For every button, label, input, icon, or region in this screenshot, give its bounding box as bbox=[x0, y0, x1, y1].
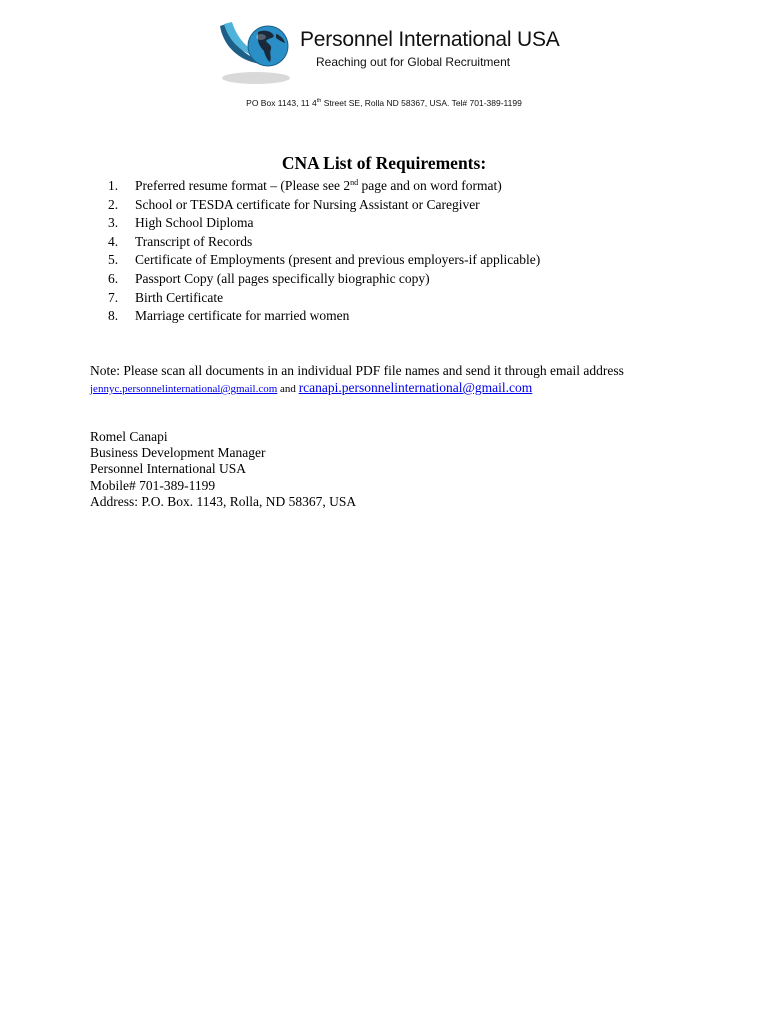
list-item-text: Passport Copy (all pages specifically biographic copy) bbox=[135, 270, 430, 286]
note-text: Note: Please scan all documents in an individual PDF file names and send it through email address bbox=[90, 363, 624, 378]
requirements-list bbox=[108, 177, 540, 326]
list-item-superscript: nd bbox=[350, 178, 359, 187]
company-tagline: Reaching out for Global Recruitment bbox=[316, 55, 511, 69]
list-item bbox=[108, 214, 540, 233]
list-item-number: 3. bbox=[108, 215, 119, 231]
list-item bbox=[108, 233, 540, 252]
address-prefix: PO Box 1143, 11 4 bbox=[246, 98, 317, 108]
address-superscript: th bbox=[316, 98, 322, 105]
list-item-text: Birth Certificate bbox=[135, 289, 224, 305]
letterhead-address bbox=[0, 98, 768, 108]
globe-swoosh-logo-icon bbox=[216, 20, 298, 86]
signature-address: Address: P.O. Box. 1143, Rolla, ND 58367, USA bbox=[90, 493, 357, 509]
list-item bbox=[108, 289, 540, 308]
letterhead bbox=[0, 0, 768, 120]
address-suffix: Street SE, Rolla ND 58367, USA. Tel# 701-389-1199 bbox=[321, 98, 522, 108]
list-item-number: 5. bbox=[108, 252, 119, 268]
signature-name: Romel Canapi bbox=[90, 429, 168, 444]
list-item-text: High School Diploma bbox=[135, 215, 254, 231]
signature-company: Personnel International USA bbox=[90, 461, 246, 477]
list-item-text: Transcript of Records bbox=[135, 233, 253, 249]
email-link-jennyc[interactable]: jennyc.personnelinternational@gmail.com bbox=[90, 383, 278, 395]
list-item-number: 8. bbox=[108, 308, 119, 324]
list-item-text: Preferred resume format – (Please see 2 bbox=[135, 178, 351, 193]
list-item-text-after: page and on word format) bbox=[358, 178, 502, 193]
list-item-text: School or TESDA certificate for Nursing Assistant or Caregiver bbox=[135, 196, 480, 212]
list-item-number: 7. bbox=[108, 289, 119, 305]
signature-mobile: Mobile# 701-389-1199 bbox=[90, 477, 216, 493]
list-item-text: Certificate of Employments (present and previous employers-if applicable) bbox=[135, 252, 541, 268]
page-title: CNA List of Requirements: bbox=[281, 153, 487, 173]
list-item-number: 6. bbox=[108, 270, 119, 286]
company-name: Personnel International USA bbox=[300, 28, 560, 51]
list-item bbox=[108, 177, 540, 196]
list-item bbox=[108, 307, 540, 326]
signature-block bbox=[90, 429, 356, 510]
list-item-text: Marriage certificate for married women bbox=[135, 308, 350, 324]
list-item-number: 4. bbox=[108, 233, 119, 249]
signature-position: Business Development Manager bbox=[90, 445, 266, 461]
list-item bbox=[108, 270, 540, 289]
list-item bbox=[108, 196, 540, 215]
email-link-rcanapi[interactable]: rcanapi.personnelinternational@gmail.com bbox=[298, 380, 533, 395]
email-line bbox=[90, 380, 532, 396]
list-item-number: 2. bbox=[108, 196, 119, 212]
list-item-number: 1. bbox=[108, 178, 119, 193]
list-item bbox=[108, 251, 540, 270]
email-connector: and bbox=[277, 383, 299, 395]
